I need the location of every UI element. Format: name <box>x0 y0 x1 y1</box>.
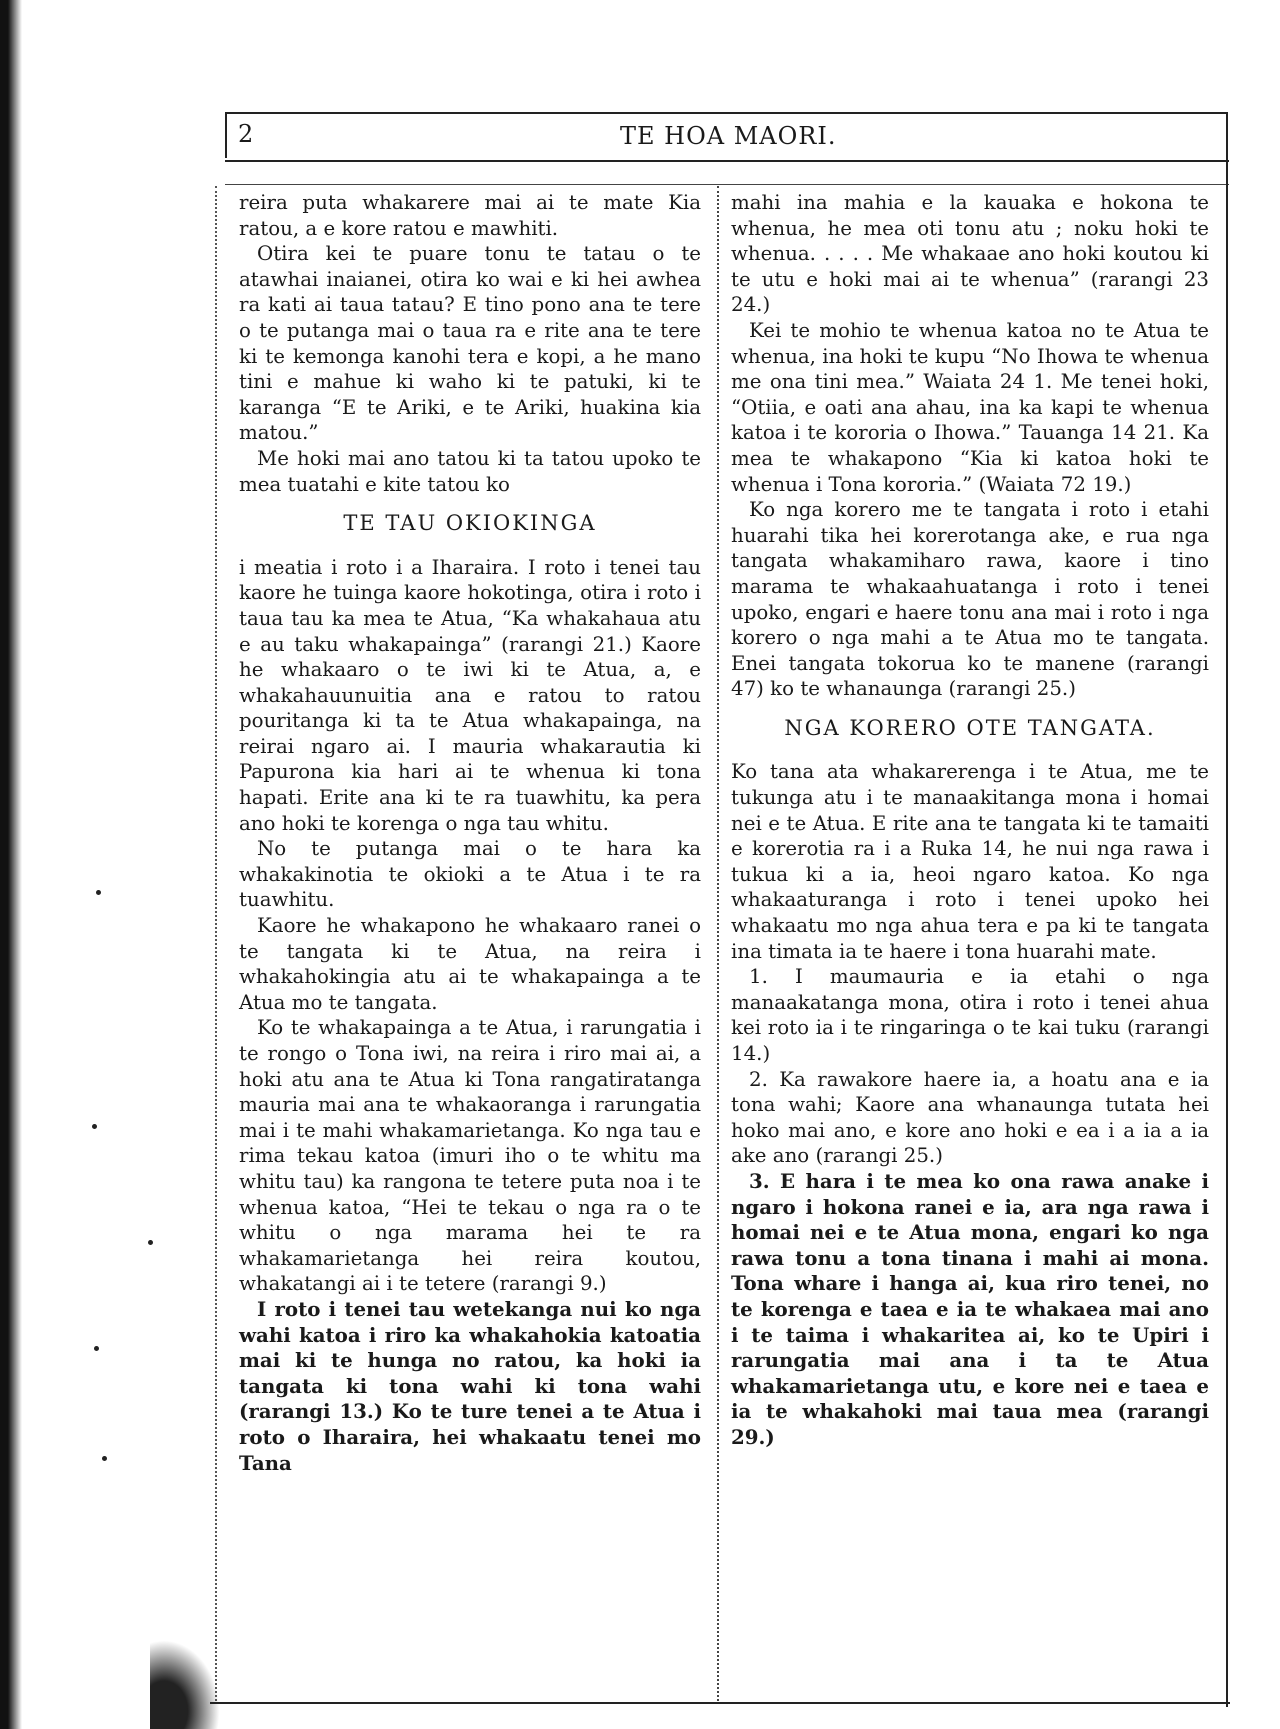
paragraph: Kaore he whakapono he whakaaro ranei o te tangata ki te Atua, na reira i whakahokingia atu ai te whakapainga a te Atua mo te tangata. <box>239 914 701 1014</box>
paragraph: Ko te whakapainga a te Atua, i rarungatia i te rongo o Tona iwi, na reira i riro mai ai, a hoki atu ana te Atua ki Tona rangatiratanga mauria mai ana te whakaoranga i rarungatia mai i te mahi whakamarietanga. Ko nga tau e rima tekau katoa (imuri iho o te whitu ma whitu tau) ka rangona te tetere puta noa i te whenua katoa, “Hei te tekau o nga ra o te whitu o nga marama hei te ra whakamarietanga hei reira koutou, whakatangi ai i te tetere (rarangi 9.) <box>239 1016 701 1296</box>
ink-speck <box>96 890 101 895</box>
paragraph-bold: 3. E hara i te mea ko ona rawa anake i ngaro i hokona ranei e ia, ara nga rawa i homai nei e te Atua mona, engari ko nga rawa tonu a tona tinana i mahi ai mona. Tona whare i hanga ai, kua riro tenei, no te korenga e taea e ia te whakaea mai ano i te taima i whakaritea ai, ko te Upiri i rarungatia mai ana i ta te Atua whakamarietanga utu, e kore nei e taea e ia te whakahoki mai taua mea (rarangi 29.) <box>731 1168 1209 1449</box>
left-column <box>239 190 701 1476</box>
ink-speck <box>94 1346 99 1351</box>
footer-rule <box>210 1702 1230 1704</box>
paragraph: 2. Ka rawakore haere ia, a hoatu ana e ia tona wahi; Kaore ana whanaunga tutata hei hoko mai ano, e kore ano hoki e ea i a ia a ia ake ano (rarangi 25.) <box>731 1067 1209 1168</box>
header-bottom-rule <box>225 160 1229 162</box>
section-heading: NGA KORERO OTE TANGATA. <box>784 715 1156 740</box>
corner-stain <box>150 1640 220 1729</box>
running-title: TE HOA MAORI. <box>620 122 837 150</box>
paragraph: i meatia i roto i a Iharaira. I roto i tenei tau kaore he tuinga kaore hokotinga, otira i roto i taua tau ka mea te Atua, “Ka whakahaua atu e au taku whakapainga” (rarangi 21.) Kaore he whakaaro o te iwi ki te Atua, a, e whakahauunuitia ana e ratou to ratou pouritanga ki ta te Atua whakapainga, na reirai ngaro ai. I mauria whakarautia ki Papurona kia hari ai te whenua ki tona hapati. Erite ana ki te ra tuawhitu, ka pera ano hoki te korenga o nga tau whitu. <box>239 555 701 835</box>
column-divider <box>717 186 719 1701</box>
right-column <box>731 190 1209 1451</box>
paragraph: Ko tana ata whakarerenga i te Atua, me te tukunga atu i te manaakitanga mona i homai nei e te Atua. E rite ana te tangata ki te tamaiti e korerotia ra i a Ruka 14, he nui nga rawa i tukua ki a ia, heoi ngaro katoa. Ko nga whakaaturanga i roto i tenei upoko hei whakaatu mo nga ahua tera e pa ki te tangata ina timata ia te haere i tona huarahi mate. <box>731 760 1209 963</box>
paragraph: Me hoki mai ano tatou ki ta tatou upoko te mea tuatahi e kite tatou ko <box>239 446 701 496</box>
page-right-rule <box>1226 112 1228 1707</box>
header-secondary-rule <box>225 184 1229 185</box>
book-binding-edge <box>0 0 22 1729</box>
ink-speck <box>92 1124 97 1129</box>
paragraph: Kei te mohio te whenua katoa no te Atua te whenua, ina hoki te kupu “No Ihowa te whenua me ona tini mea.” Waiata 24 1. Me tenei hoki, “Otiia, e oati ana ahau, ina ka kapi te whenua katoa i te kororia o Ihowa.” Tauanga 14 21. Ka mea te whakapono “Kia ki katoa hoki te whenua i Tona kororia.” (Waiata 72 19.) <box>731 318 1209 496</box>
page-number: 2 <box>238 120 254 148</box>
paragraph: 1. I maumauria e ia etahi o nga manaakatanga mona, otira i roto i tenei ahua kei roto ia i te ringaringa o te kai tuku (rarangi 14.) <box>731 965 1209 1065</box>
header-top-rule <box>225 112 1227 114</box>
paragraph: reira puta whakarere mai ai te mate Kia ratou, a e kore ratou e mawhiti. <box>239 191 701 240</box>
paragraph: Otira kei te puare tonu te tatau o te atawhai inaianei, otira ko wai e ki hei awhea ra kati ai taua tatau? E tino pono ana te tere o te putanga mai o taua ra e rite ana te tere ki te kemonga kanohi tera e kopi, a he mano tini e mahue ki waho ki te patuki, ki te karanga “E te Ariki, e te Ariki, huakina kia matou.” <box>239 242 701 445</box>
paragraph: mahi ina mahia e la kauaka e hokona te whenua, he mea oti tonu atu ; noku hoki te whenua. . . . . Me whakaae ano hoki koutou ki te utu e hoki mai ai te whenua” (rarangi 23 24.) <box>731 191 1209 317</box>
section-heading: TE TAU OKIOKINGA <box>343 511 597 536</box>
left-margin-rule <box>215 186 217 1701</box>
header-left-rule <box>225 112 227 158</box>
ink-speck <box>102 1456 107 1461</box>
paragraph-bold: I roto i tenei tau wetekanga nui ko nga wahi katoa i riro ka whakahokia katoatia mai ki te hunga no ratou, ka hoki ia tangata ki tona wahi ki tona wahi (rarangi 13.) Ko te ture tenei a te Atua i roto o Iharaira, hei whakaatu tenei mo Tana <box>239 1296 701 1475</box>
paragraph: No te putanga mai o te hara ka whakakinotia te okioki a te Atua i te ra tuawhitu. <box>239 837 701 912</box>
ink-speck <box>148 1240 153 1245</box>
paragraph: Ko nga korero me te tangata i roto i etahi huarahi tika hei korerotanga ake, e rua nga tangata whakamiharo rawa, kaore i tino marama te whakaahuatanga i roto i tenei upoko, engari e haere tonu ana mai i roto i nga korero o nga mahi a te Atua mo te tangata. Enei tangata tokorua ko te manene (rarangi 47) ko te whanaunga (rarangi 25.) <box>731 498 1209 701</box>
